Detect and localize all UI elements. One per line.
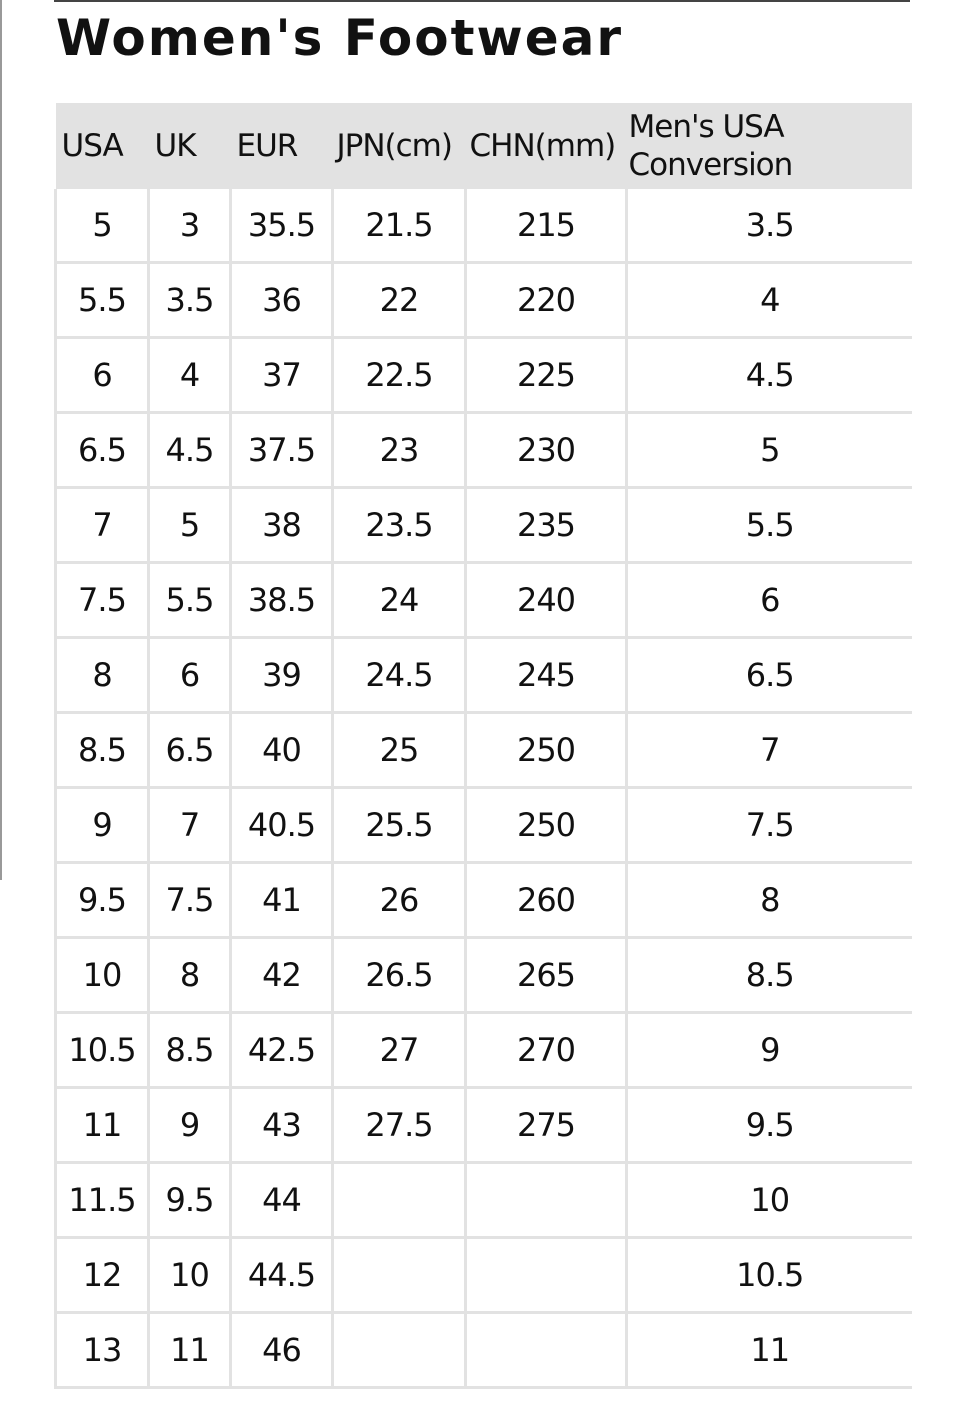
cell-mens-usa: 7 bbox=[627, 713, 912, 788]
cell-eur: 42 bbox=[231, 938, 333, 1013]
cell-jpn-cm: 24.5 bbox=[333, 638, 466, 713]
cell-chn-mm: 250 bbox=[466, 788, 627, 863]
cell-uk: 3.5 bbox=[149, 263, 231, 338]
cell-uk: 10 bbox=[149, 1238, 231, 1313]
cell-jpn-cm: 21.5 bbox=[333, 189, 466, 263]
cell-uk: 7 bbox=[149, 788, 231, 863]
cell-eur: 40.5 bbox=[231, 788, 333, 863]
cell-usa: 10 bbox=[56, 938, 149, 1013]
cell-uk: 8.5 bbox=[149, 1013, 231, 1088]
cell-eur: 38 bbox=[231, 488, 333, 563]
cell-usa: 13 bbox=[56, 1313, 149, 1388]
cell-usa: 12 bbox=[56, 1238, 149, 1313]
cell-chn-mm bbox=[466, 1313, 627, 1388]
cell-jpn-cm: 25.5 bbox=[333, 788, 466, 863]
cell-uk: 9 bbox=[149, 1088, 231, 1163]
cell-uk: 6.5 bbox=[149, 713, 231, 788]
header-mens-usa-conversion: Men's USA Conversion bbox=[627, 103, 912, 189]
cell-uk: 5.5 bbox=[149, 563, 231, 638]
cell-chn-mm: 270 bbox=[466, 1013, 627, 1088]
cell-mens-usa: 8 bbox=[627, 863, 912, 938]
table-row bbox=[56, 488, 912, 563]
cell-usa: 9.5 bbox=[56, 863, 149, 938]
cell-eur: 38.5 bbox=[231, 563, 333, 638]
cell-uk: 6 bbox=[149, 638, 231, 713]
cell-jpn-cm: 27 bbox=[333, 1013, 466, 1088]
cell-eur: 37.5 bbox=[231, 413, 333, 488]
cell-chn-mm: 230 bbox=[466, 413, 627, 488]
cell-eur: 44 bbox=[231, 1163, 333, 1238]
cell-mens-usa: 10.5 bbox=[627, 1238, 912, 1313]
header-row bbox=[56, 103, 912, 189]
cell-eur: 40 bbox=[231, 713, 333, 788]
cell-mens-usa: 5.5 bbox=[627, 488, 912, 563]
cell-chn-mm: 215 bbox=[466, 189, 627, 263]
cell-usa: 7 bbox=[56, 488, 149, 563]
cell-jpn-cm bbox=[333, 1238, 466, 1313]
header-eur: EUR bbox=[231, 103, 333, 189]
cell-jpn-cm: 24 bbox=[333, 563, 466, 638]
header-usa: USA bbox=[56, 103, 149, 189]
table-row bbox=[56, 1313, 912, 1388]
cell-jpn-cm: 26.5 bbox=[333, 938, 466, 1013]
cell-chn-mm: 225 bbox=[466, 338, 627, 413]
cell-uk: 4.5 bbox=[149, 413, 231, 488]
table-row bbox=[56, 638, 912, 713]
cell-jpn-cm bbox=[333, 1313, 466, 1388]
cell-eur: 44.5 bbox=[231, 1238, 333, 1313]
cell-chn-mm: 220 bbox=[466, 263, 627, 338]
cell-mens-usa: 10 bbox=[627, 1163, 912, 1238]
table-row bbox=[56, 1088, 912, 1163]
cell-uk: 4 bbox=[149, 338, 231, 413]
table-row bbox=[56, 863, 912, 938]
cell-jpn-cm: 23 bbox=[333, 413, 466, 488]
cell-usa: 6.5 bbox=[56, 413, 149, 488]
table-row bbox=[56, 1163, 912, 1238]
left-edge-divider bbox=[0, 0, 2, 880]
cell-usa: 5.5 bbox=[56, 263, 149, 338]
table-row bbox=[56, 563, 912, 638]
cell-chn-mm bbox=[466, 1238, 627, 1313]
cell-usa: 11 bbox=[56, 1088, 149, 1163]
cell-jpn-cm: 22.5 bbox=[333, 338, 466, 413]
header-uk: UK bbox=[149, 103, 231, 189]
table-body bbox=[56, 189, 912, 1388]
cell-usa: 9 bbox=[56, 788, 149, 863]
cell-eur: 39 bbox=[231, 638, 333, 713]
cell-uk: 8 bbox=[149, 938, 231, 1013]
header-jpn: JPN(cm) bbox=[333, 103, 466, 189]
page-title: Women's Footwear bbox=[56, 9, 624, 67]
table-row bbox=[56, 788, 912, 863]
cell-uk: 9.5 bbox=[149, 1163, 231, 1238]
cell-mens-usa: 9.5 bbox=[627, 1088, 912, 1163]
cell-uk: 11 bbox=[149, 1313, 231, 1388]
cell-usa: 11.5 bbox=[56, 1163, 149, 1238]
table-row bbox=[56, 263, 912, 338]
table-row bbox=[56, 1238, 912, 1313]
cell-chn-mm: 245 bbox=[466, 638, 627, 713]
cell-eur: 37 bbox=[231, 338, 333, 413]
cell-eur: 36 bbox=[231, 263, 333, 338]
cell-chn-mm: 240 bbox=[466, 563, 627, 638]
cell-chn-mm: 275 bbox=[466, 1088, 627, 1163]
cell-chn-mm: 260 bbox=[466, 863, 627, 938]
cell-mens-usa: 5 bbox=[627, 413, 912, 488]
cell-mens-usa: 4 bbox=[627, 263, 912, 338]
cell-mens-usa: 6.5 bbox=[627, 638, 912, 713]
cell-usa: 8.5 bbox=[56, 713, 149, 788]
cell-jpn-cm: 26 bbox=[333, 863, 466, 938]
cell-usa: 5 bbox=[56, 189, 149, 263]
cell-eur: 43 bbox=[231, 1088, 333, 1163]
cell-uk: 5 bbox=[149, 488, 231, 563]
cell-jpn-cm: 27.5 bbox=[333, 1088, 466, 1163]
cell-mens-usa: 3.5 bbox=[627, 189, 912, 263]
cell-uk: 3 bbox=[149, 189, 231, 263]
cell-chn-mm bbox=[466, 1163, 627, 1238]
cell-usa: 6 bbox=[56, 338, 149, 413]
cell-mens-usa: 8.5 bbox=[627, 938, 912, 1013]
cell-jpn-cm: 25 bbox=[333, 713, 466, 788]
size-conversion-table bbox=[54, 103, 912, 1389]
cell-eur: 41 bbox=[231, 863, 333, 938]
cell-chn-mm: 265 bbox=[466, 938, 627, 1013]
cell-usa: 8 bbox=[56, 638, 149, 713]
cell-eur: 42.5 bbox=[231, 1013, 333, 1088]
table-header bbox=[56, 103, 912, 189]
cell-jpn-cm bbox=[333, 1163, 466, 1238]
table-row bbox=[56, 713, 912, 788]
cell-usa: 7.5 bbox=[56, 563, 149, 638]
cell-mens-usa: 4.5 bbox=[627, 338, 912, 413]
cell-eur: 35.5 bbox=[231, 189, 333, 263]
cell-eur: 46 bbox=[231, 1313, 333, 1388]
table-row bbox=[56, 938, 912, 1013]
cell-mens-usa: 9 bbox=[627, 1013, 912, 1088]
top-divider bbox=[54, 0, 910, 2]
cell-usa: 10.5 bbox=[56, 1013, 149, 1088]
cell-chn-mm: 235 bbox=[466, 488, 627, 563]
cell-jpn-cm: 22 bbox=[333, 263, 466, 338]
cell-mens-usa: 7.5 bbox=[627, 788, 912, 863]
cell-jpn-cm: 23.5 bbox=[333, 488, 466, 563]
cell-uk: 7.5 bbox=[149, 863, 231, 938]
cell-chn-mm: 250 bbox=[466, 713, 627, 788]
table-row bbox=[56, 1013, 912, 1088]
header-chn: CHN(mm) bbox=[466, 103, 627, 189]
table-row bbox=[56, 189, 912, 263]
cell-mens-usa: 11 bbox=[627, 1313, 912, 1388]
table-row bbox=[56, 338, 912, 413]
cell-mens-usa: 6 bbox=[627, 563, 912, 638]
table-row bbox=[56, 413, 912, 488]
